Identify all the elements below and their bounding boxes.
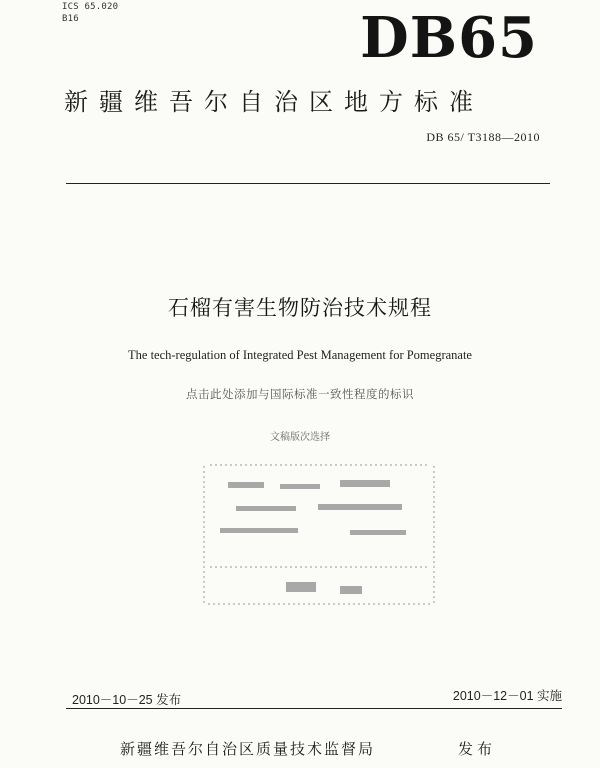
standard-class-title: 新疆维吾尔自治区地方标准: [64, 88, 484, 116]
document-title-cn: 石榴有害生物防治技术规程: [168, 296, 432, 320]
ics-code: ICS 65.020: [62, 2, 119, 12]
bottom-divider: [66, 708, 562, 709]
db-logo: DB65: [360, 5, 538, 71]
ccs-code: B16: [62, 14, 79, 24]
issuing-authority: 新疆维吾尔自治区质量技术监督局: [120, 740, 376, 758]
consistency-note: 点击此处添加与国际标准一致性程度的标识: [186, 387, 414, 401]
issue-label: 发布: [458, 740, 497, 758]
implement-date: 2010－12－01 实施: [452, 689, 562, 703]
top-divider: [66, 183, 550, 184]
issue-date: 2010－10－25 发布: [72, 693, 182, 707]
document-title-en: The tech-regulation of Integrated Pest Management for Pomegranate: [128, 348, 472, 362]
draft-version-note: 文稿版次选择: [270, 432, 330, 443]
faded-stamp-box: [200, 462, 438, 610]
standard-number: DB 65/ T3188—2010: [426, 130, 540, 144]
